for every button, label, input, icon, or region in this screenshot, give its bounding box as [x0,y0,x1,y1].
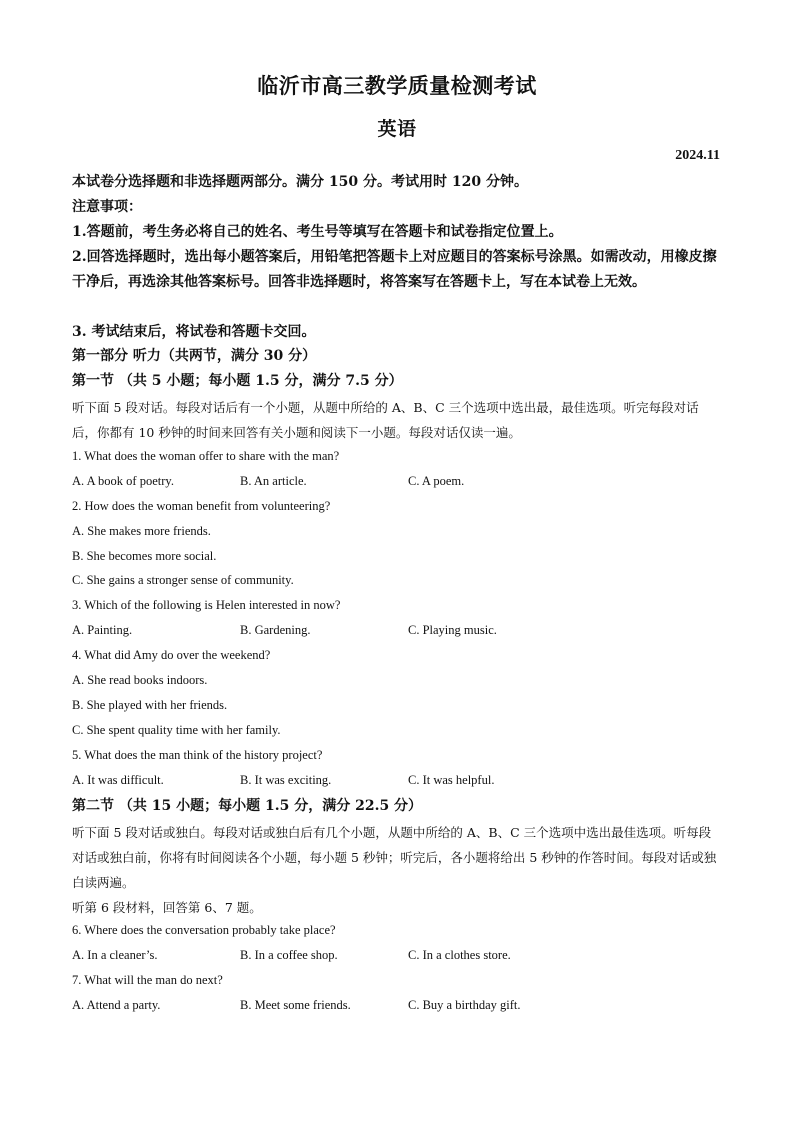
question-1: 1. What does the woman offer to share with the man? [72,449,340,463]
exam-title: 临沂市高三教学质量检测考试 [257,73,537,98]
q1-option-a: A. A book of poetry. [72,474,174,488]
q4-option-c: C. She spent quality time with her family. [72,723,281,737]
part1-heading: 第一部分 听力（共两节，满分 30 分） [72,348,317,364]
q3-option-c: C. Playing music. [408,623,497,637]
section2-instructions: 听下面 5 段对话或独白。每段对话或独白后有几个小题，从题中所给的 A、B、C 三个选项中选出最佳选项。听每段对话或独白前，你将有时间阅读各个小题，每小题 5 秒钟；听完后，各小题将给出 5 秒钟的作答时间。每段对话或独白读两遍。 [72,825,717,890]
section2-heading: 第二节 （共 15 小题；每小题 1.5 分，满分 22.5 分） [72,798,423,814]
subject-title: 英语 [377,118,417,140]
q5-option-b: B. It was exciting. [240,773,332,787]
notice-heading: 注意事项： [72,199,142,215]
q4-option-a: A. She read books indoors. [72,673,208,687]
q2-option-b: B. She becomes more social. [72,549,217,563]
q6-option-c: C. In a clothes store. [408,948,511,962]
q5-option-c: C. It was helpful. [408,773,495,787]
q5-option-a: A. It was difficult. [72,773,164,787]
q7-option-a: A. Attend a party. [72,998,161,1012]
q3-option-b: B. Gardening. [240,623,311,637]
material-6-note: 听第 6 段材料，回答第 6、7 题。 [72,900,262,915]
q7-option-c: C. Buy a birthday gift. [408,998,521,1012]
q1-option-b: B. An article. [240,474,307,488]
q3-option-a: A. Painting. [72,623,133,637]
section1-heading: 第一节 （共 5 小题；每小题 1.5 分，满分 7.5 分） [72,373,403,389]
question-6: 6. Where does the conversation probably take place? [72,923,336,937]
question-3: 3. Which of the following is Helen interested in now? [72,598,341,612]
section1-instructions: 听下面 5 段对话。每段对话后有一个小题，从题中所给的 A、B、C 三个选项中选出最，最佳选项。听完每段对话后，你都有 10 秒钟的时间来回答有关小题和阅读下一小题。每段对话仅读一遍。 [72,400,699,440]
question-7: 7. What will the man do next? [72,973,223,987]
notice-item-1: 1.答题前，考生务必将自己的姓名、考生号等填写在答题卡和试卷指定位置上。 [72,224,563,240]
q2-option-a: A. She makes more friends. [72,524,211,538]
question-2: 2. How does the woman benefit from volunteering? [72,499,331,513]
q1-option-c: C. A poem. [408,474,465,488]
notice-item-3: 3. 考试结束后，将试卷和答题卡交回。 [72,324,316,340]
exam-date: 2024.11 [675,148,720,163]
q7-option-b: B. Meet some friends. [240,998,351,1012]
q6-option-b: B. In a coffee shop. [240,948,338,962]
question-4: 4. What did Amy do over the weekend? [72,648,271,662]
notice-item-2: 2.回答选择题时，选出每小题答案后，用铅笔把答题卡上对应题目的答案标号涂黑。如需改动，用橡皮擦干净后，再选涂其他答案标号。回答非选择题时，将答案写在答题卡上，写在本试卷上无效。 [72,249,717,290]
q6-option-a: A. In a cleaner’s. [72,948,158,962]
q2-option-c: C. She gains a stronger sense of community. [72,573,294,587]
exam-overview: 本试卷分选择题和非选择题两部分。满分 150 分。考试用时 120 分钟。 [72,174,528,190]
q4-option-b: B. She played with her friends. [72,698,228,712]
question-5: 5. What does the man think of the history project? [72,748,323,762]
